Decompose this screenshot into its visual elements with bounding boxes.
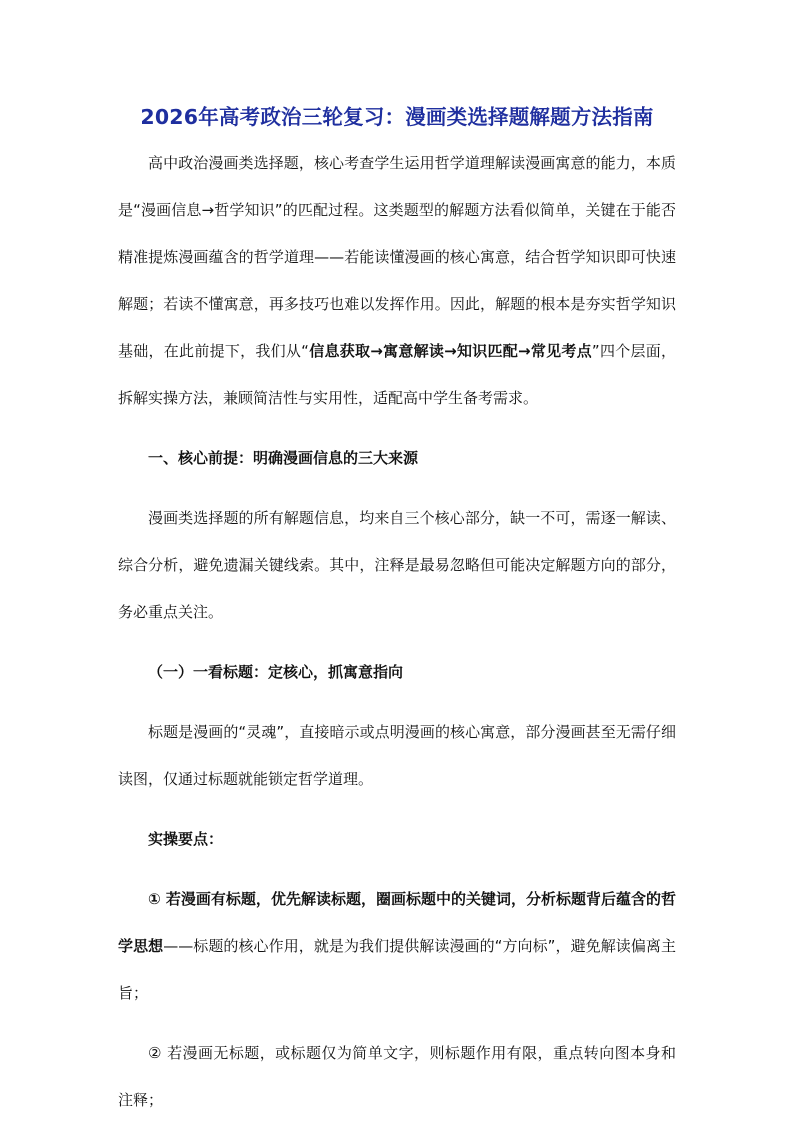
section-paragraph: 漫画类选择题的所有解题信息，均来自三个核心部分，缺一不可，需逐一解读、综合分析，避免遗漏关键线索。其中，注释是最易忽略但可能决定解题方向的部分，务必重点关注。 bbox=[118, 509, 676, 621]
intro-paragraph bbox=[118, 140, 676, 422]
section-heading: 一、核心前提：明确漫画信息的三大来源 bbox=[148, 449, 419, 467]
intro-text-part2: ”四个层面，拆解实操方法，兼顾简洁性与实用性，适配高中学生备考需求。 bbox=[118, 342, 676, 407]
document-title: 2026年高考政治三轮复习：漫画类选择题解题方法指南 bbox=[140, 105, 654, 129]
points-label: 实操要点： bbox=[148, 830, 224, 848]
point-item-2: ② 若漫画无标题，或标题仅为简单文字，则标题作用有限，重点转向图本身和注释； bbox=[118, 1044, 676, 1109]
point-item-1 bbox=[118, 876, 676, 1017]
subsection-paragraph: 标题是漫画的“灵魂”，直接暗示或点明漫画的核心寓意，部分漫画甚至无需仔细读图，仅通过标题就能锁定哲学道理。 bbox=[118, 723, 676, 788]
document-page bbox=[118, 96, 676, 1124]
intro-text-part1: 高中政治漫画类选择题，核心考查学生运用哲学道理解读漫画寓意的能力，本质是“漫画信息→哲学知识”的匹配过程。这类题型的解题方法看似简单，关键在于能否精准提炼漫画蕴含的哲学道理——若能读懂漫画的核心寓意，结合哲学知识即可快速解题；若读不懂寓意，再多技巧也难以发挥作用。因此，解题的根本是夯实哲学知识基础，在此前提下，我们从“ bbox=[118, 154, 676, 360]
intro-bold-sequence: 信息获取→寓意解读→知识匹配→常见考点 bbox=[308, 342, 592, 360]
point-1-rest: ——标题的核心作用，就是为我们提供解读漫画的“方向标”，避免解读偏离主旨； bbox=[118, 937, 676, 1002]
subsection-heading: （一）一看标题：定核心，抓寓意指向 bbox=[148, 663, 404, 681]
point-1-bold: ① 若漫画有标题，优先解读标题，圈画标题中的关键词，分析标题背后蕴含的哲学思想 bbox=[118, 890, 676, 955]
